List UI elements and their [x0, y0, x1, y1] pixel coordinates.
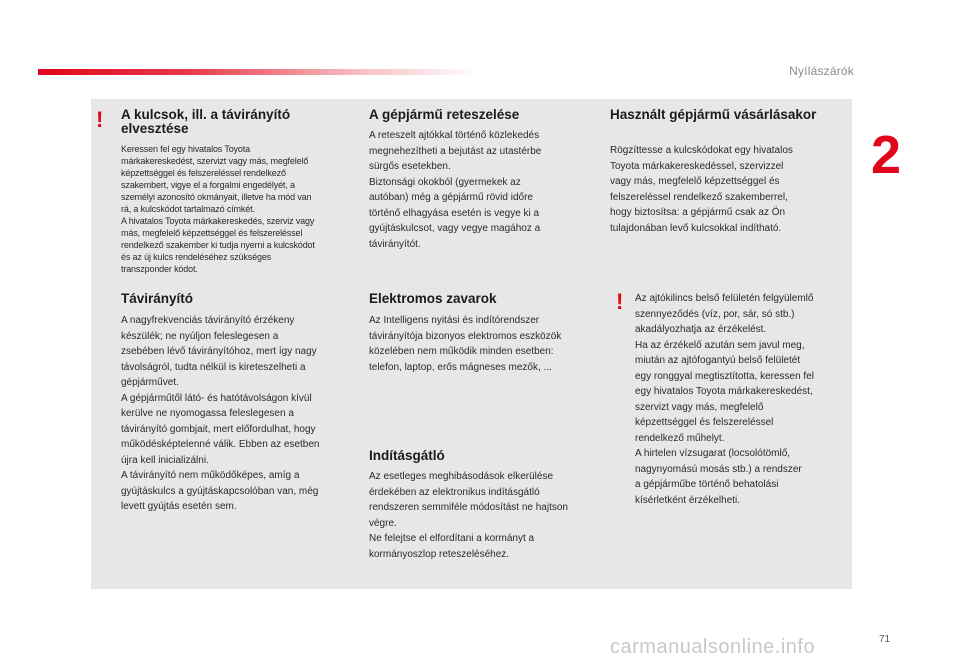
locking-section: [369, 108, 599, 122]
locking-title: A gépjármű reteszelése: [369, 107, 520, 122]
electric-section: [369, 292, 599, 306]
remote-section: [121, 292, 351, 306]
used-vehicle-body: Rögzíttesse a kulcskódokat egy hivatalos Toyota márkakereskedéssel, szervizzel vagy más, megfelelő képzettséggel és felszereléssel rendelkező szakemberrel, hogy biztosítsa: a gépjármű csak az Ön tulajdonában levő kulcsokkal indítható.: [610, 145, 793, 234]
electric-body-wrap: [369, 313, 599, 375]
used-vehicle-title: Használt gépjármű vásárlásakor: [610, 107, 817, 122]
remote-title: Távirányító: [121, 291, 194, 306]
immobiliser-body: Az esetleges meghibásodások elkerülése érdekében az elektronikus indításgátló rendszeren semmiféle módosítást ne hajtson végre. Ne felejtse el elfordítani a kormányt a kormányoszlop reteszeléséhez.: [369, 471, 568, 560]
lost-keys-body: Keressen fel egy hivatalos Toyota márkakereskedést, szervizt vagy más, megfelelő képzettséggel és felszereléssel rendelkező szakembert, vigye el a forgalmi engedélyét, a személyi azonosító okmányait, illetve ha mód van rá, a kulcskódot tartalmazó címkét. A hivatalos Toyota márkakereskedés, szerviz vagy más, megfelelő képzettséggel és felszereléssel rendelkező szakember ki tudja nyerni a kulcskódot és az új kulcs rendeléséhez szükséges transzponder kódot.: [121, 144, 315, 274]
section-title: Nyílászárók: [789, 64, 854, 78]
used-vehicle-section: [610, 108, 845, 122]
lost-keys-body-wrap: [121, 143, 351, 275]
door-handle-warning-body: Az ajtókilincs belső felületén felgyülemlő szennyeződés (víz, por, sár, só stb.) akadályozhatja az érzékelést. Ha az érzékelő azután sem javul meg, miután az ajtófogantyú belső felületét egy ronggyal megtisztította, keressen fel egy hivatalos Toyota márkakereskedést, szervizt vagy más, megfelelő képzettséggel és felszereléssel rendelkező műhelyt. A hirtelen vízsugarat (locsolótömlő, nagynyomású mosás stb.) a rendszer a gépjárműbe történő behatolási kísérletként érzékelheti.: [635, 293, 814, 506]
door-handle-warning: [635, 291, 850, 508]
locking-body: A reteszelt ajtókkal történő közlekedés megnehezítheti a bejutást az utastérbe sürgős esetekben. Biztonsági okokból (gyermekek az autóban) még a gépjármű rövid időre történő elhagyása esetén is vegye ki a gyújtáskulcsot, vagy vegye magához a távirányítót.: [369, 130, 542, 250]
immobiliser-body-wrap: [369, 469, 599, 562]
page-number: 71: [879, 634, 891, 645]
electric-body: Az Intelligens nyitási és indítórendszer távirányítója bizonyos elektromos eszközök közelében nem működik minden esetben: telefon, laptop, erős mágneses mezők, ...: [369, 315, 562, 373]
remote-body: A nagyfrekvenciás távirányító érzékeny készülék; ne nyúljon feleslegesen a zsebében lévő távirányítóhoz, mert így nagy távolságról, tudta nélkül is kireteszelheti a gépjárművet. A gépjárműtől látó- és hatótávolságon kívül kerülve ne nyomogassa feleslegesen a távirányító gombjait, mert előfordulhat, hogy működésképtelenné válik. Ebben az esetben újra kell inicializálni. A távirányító nem működőképes, amíg a gyújtáskulcs a gyújtáskapcsolóban van, még levett gyújtás esetén sem.: [121, 315, 320, 512]
locking-body-wrap: [369, 128, 599, 252]
remote-body-wrap: [121, 313, 351, 515]
used-vehicle-body-wrap: [610, 143, 845, 236]
header-accent-bar: [38, 69, 478, 75]
lost-keys-section: [121, 108, 351, 136]
chapter-number: 2: [871, 125, 902, 185]
immobiliser-title: Indításgátló: [369, 448, 445, 463]
warning-icon: !: [616, 289, 624, 314]
electric-title: Elektromos zavarok: [369, 291, 497, 306]
immobiliser-section: [369, 449, 599, 463]
warning-icon: !: [96, 107, 104, 132]
lost-keys-title: A kulcsok, ill. a távirányító elvesztése: [121, 107, 291, 136]
watermark: carmanualsonline.info: [610, 636, 816, 658]
